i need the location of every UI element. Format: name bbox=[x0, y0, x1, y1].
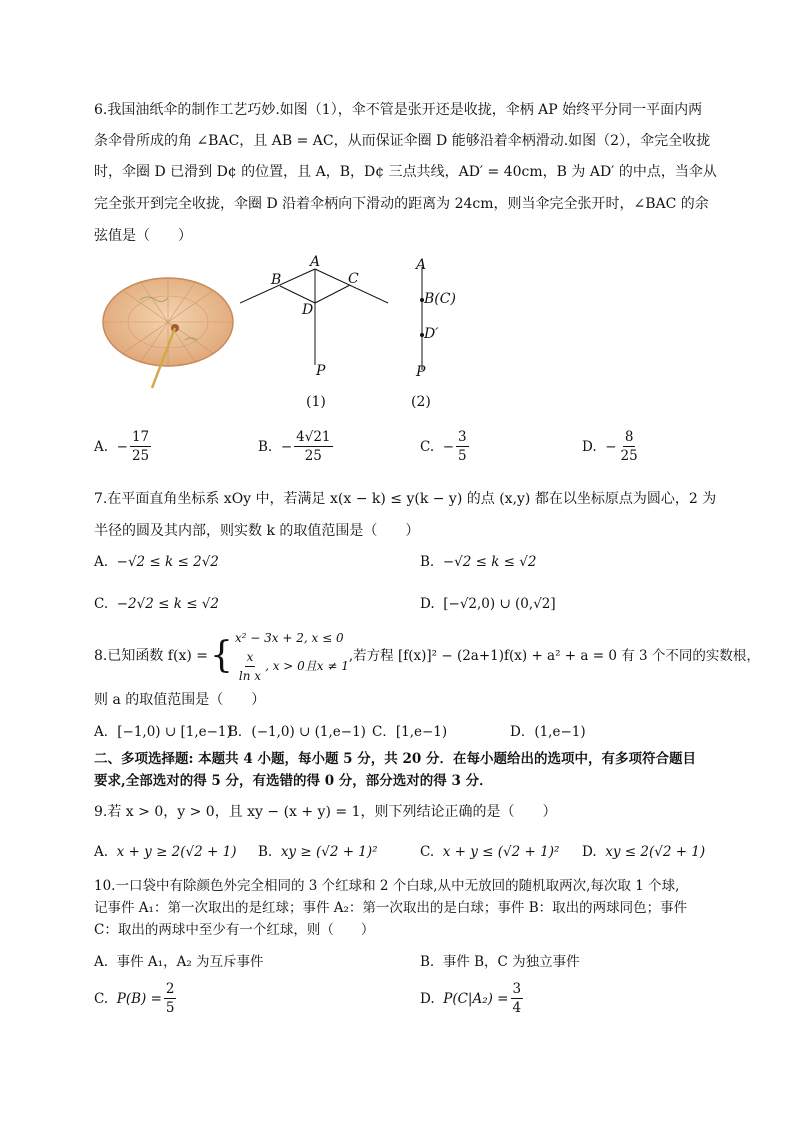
fig1-label-a: A bbox=[310, 254, 321, 270]
figure-1 bbox=[240, 255, 390, 385]
fig1-label-p: P bbox=[316, 363, 326, 379]
fig2-label-a: A bbox=[416, 257, 427, 273]
q6-option-b[interactable]: B. − $\frac{4√21}{25}$ bbox=[258, 429, 331, 464]
q7-option-a[interactable]: A. −√2 ≤ k ≤ 2√2 bbox=[94, 554, 219, 570]
q6-line2: 条伞骨所成的角 ∠BAC，且 AB = AC，从而保证伞圈 D 能够沿着伞柄滑动.如图（2），伞完全收拢 bbox=[94, 133, 711, 149]
umbrella-photo bbox=[100, 270, 240, 395]
q7-option-d[interactable]: D. [−√2,0) ∪ (0,√2] bbox=[420, 596, 556, 612]
q9-option-d[interactable]: D. xy ≤ 2(√2 + 1) bbox=[582, 844, 706, 860]
q7-line2: 半径的圆及其内部，则实数 k 的取值范围是（ ） bbox=[94, 523, 420, 539]
q6-line1: 6.我国油纸伞的制作工艺巧妙.如图（1），伞不管是张开还是收拢，伞柄 AP 始终平分同一平面内两 bbox=[94, 102, 703, 118]
q10-option-d[interactable]: D. P(C|A₂) = $\frac{3}{4}$ bbox=[420, 981, 522, 1016]
q10-option-c[interactable]: C. P(B) = $\frac{2}{5}$ bbox=[94, 981, 175, 1016]
q8-option-c[interactable]: C．[1,e−1) bbox=[372, 724, 448, 740]
q10-line3: C：取出的两球中至少有一个红球，则（ ） bbox=[94, 922, 375, 938]
q8-piecewise: x² − 3x + 2, x ≤ 0 $\frac{x}{\text{ln x}}$ , x > 0且x ≠ 1 bbox=[234, 630, 349, 683]
q6-line5: 弦值是（ ） bbox=[94, 228, 192, 244]
q7-line1: 7.在平面直角坐标系 xOy 中，若满足 x(x − k) ≤ y(k − y) 的点 (x,y) 都在以坐标原点为圆心，2 为 bbox=[94, 491, 717, 507]
q10-line2: 记事件 A₁：第一次取出的是红球；事件 A₂：第一次取出的是白球；事件 B：取出的两球同色；事件 bbox=[94, 900, 688, 916]
fig1-label-b: B bbox=[271, 272, 282, 288]
q8-line2: 则 a 的取值范围是（ ） bbox=[94, 692, 266, 708]
section-2-heading-line1: 二、多项选择题: 本题共 4 小题，每小题 5 分，共 20 分．在每小题给出的选项中，有多项符合题目 bbox=[94, 751, 696, 767]
q10-line1: 10.一口袋中有除颜色外完全相同的 3 个红球和 2 个白球,从中无放回的随机取两次,每次取 1 个球, bbox=[94, 878, 680, 894]
q8-option-d[interactable]: D．(1,e−1) bbox=[510, 724, 586, 740]
q8-option-b[interactable]: B．(−1,0) ∪ (1,e−1) bbox=[228, 724, 366, 740]
q7-option-b[interactable]: B. −√2 ≤ k ≤ √2 bbox=[420, 554, 537, 570]
section-2-heading-line2: 要求,全部选对的得 5 分，有选错的得 0 分，部分选对的得 3 分． bbox=[94, 773, 493, 789]
q8-option-a[interactable]: A．[−1,0) ∪ [1,e−1) bbox=[94, 724, 232, 740]
q6-option-d[interactable]: D. − $\frac{8}{25}$ bbox=[582, 429, 638, 464]
q7-option-c[interactable]: C. −2√2 ≤ k ≤ √2 bbox=[94, 596, 219, 612]
q6-option-c[interactable]: C. − $\frac{3}{5}$ bbox=[420, 429, 467, 464]
q6-line4: 完全张开到完全收拢，伞圈 D 沿着伞柄向下滑动的距离为 24cm，则当伞完全张开时，∠BAC 的余 bbox=[94, 196, 709, 212]
q8-brace: { bbox=[210, 635, 233, 676]
fig1-caption: (1) bbox=[306, 394, 326, 410]
fig1-label-d: D bbox=[302, 302, 314, 318]
q6-option-a[interactable]: A. − $\frac{17}{25}$ bbox=[94, 429, 150, 464]
fig2-label-d: D′ bbox=[424, 326, 439, 342]
q8-line1: 8.已知函数 f(x) = { x² − 3x + 2, x ≤ 0 $\frac{x}{\text{ln x}}$ , x > 0且x ≠ 1 ,若方程 [f(x)]² − (2a+1)f(x) + a² + a = 0 有 3 个不同的实数根， bbox=[94, 627, 760, 685]
q9-option-b[interactable]: B. xy ≥ (√2 + 1)² bbox=[258, 844, 378, 860]
q9-option-c[interactable]: C. x + y ≤ (√2 + 1)² bbox=[420, 844, 560, 860]
q10-option-b[interactable]: B. 事件 B，C 为独立事件 bbox=[420, 954, 580, 970]
figure-2 bbox=[410, 265, 440, 375]
q6-line3: 时，伞圈 D 已滑到 D¢ 的位置，且 A，B，D¢ 三点共线，AD′ = 40cm，B 为 AD′ 的中点，当伞从 bbox=[94, 164, 717, 180]
q9-line1: 9.若 x > 0，y > 0，且 xy − (x + y) = 1，则下列结论正确的是（ ） bbox=[94, 804, 557, 820]
q9-option-a[interactable]: A. x + y ≥ 2(√2 + 1) bbox=[94, 844, 237, 860]
fig1-label-c: C bbox=[348, 271, 359, 287]
fig2-caption: (2) bbox=[411, 394, 431, 410]
q10-option-a[interactable]: A. 事件 A₁，A₂ 为互斥事件 bbox=[94, 954, 264, 970]
fig2-label-p: P bbox=[416, 364, 426, 380]
fig2-label-bc: B(C) bbox=[424, 291, 456, 307]
